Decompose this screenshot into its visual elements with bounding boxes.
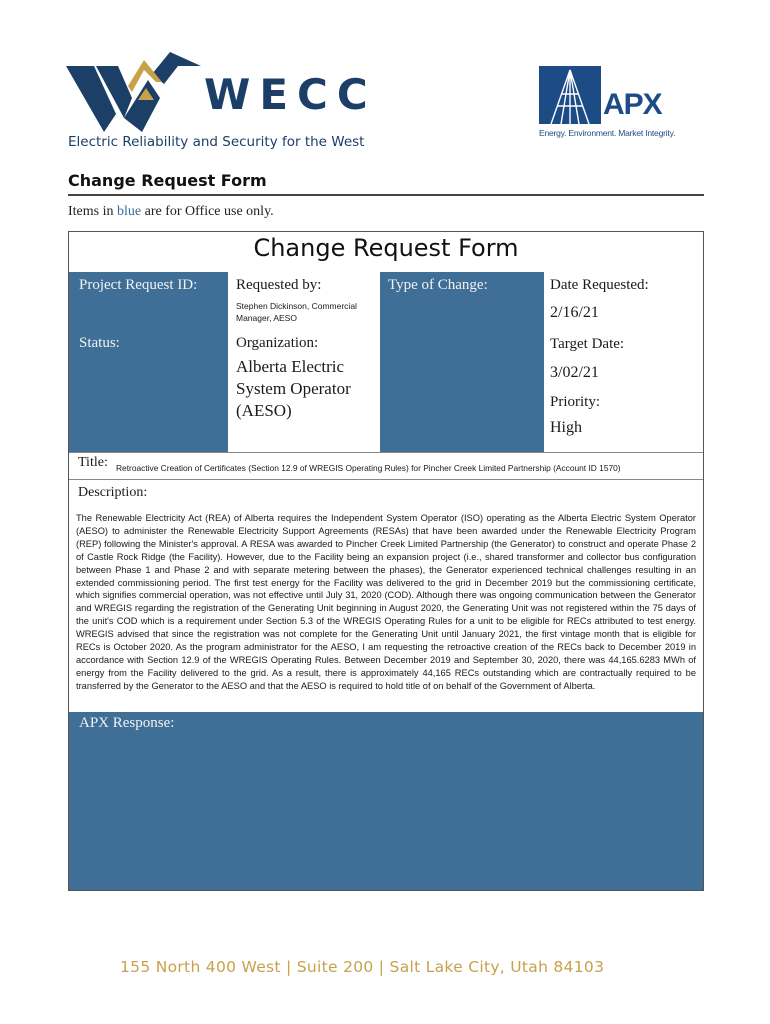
status-label: Status: [79, 335, 120, 351]
type-of-change-label: Type of Change: [388, 277, 488, 293]
organization-value[interactable]: Alberta Electric System Operator (AESO) [236, 357, 351, 420]
organization-label: Organization: [236, 335, 319, 351]
note-prefix: Items in [68, 204, 117, 219]
title-row [69, 452, 703, 480]
form-title: Change Request Form [69, 232, 703, 272]
apx-wordmark: APX [603, 88, 662, 121]
apx-tagline: Energy. Environment. Market Integrity. [539, 128, 676, 138]
requester-cell [228, 272, 380, 452]
heading-divider [68, 194, 704, 196]
dates-cell [544, 272, 703, 452]
wecc-tagline: Electric Reliability and Security for the West [68, 134, 365, 150]
change-request-form [68, 231, 704, 891]
office-use-note [68, 204, 274, 220]
wecc-wordmark: WECC [204, 70, 377, 119]
wecc-logo [66, 52, 377, 152]
apx-response-label: APX Response: [79, 715, 175, 731]
target-date-label: Target Date: [550, 336, 625, 352]
apx-logo [537, 66, 687, 144]
title-label: Title: [78, 455, 108, 470]
apx-response-cell[interactable] [69, 712, 703, 890]
page-heading: Change Request Form [68, 171, 267, 190]
description-cell [69, 480, 703, 712]
requested-by-value[interactable]: Stephen Dickinson, Commercial Manager, AESO [236, 301, 357, 323]
requested-by-label: Requested by: [236, 277, 322, 293]
priority-label: Priority: [550, 394, 601, 410]
footer-address: 155 North 400 West | Suite 200 | Salt Lake City, Utah 84103 [120, 958, 605, 976]
project-info-cell [69, 272, 228, 452]
wecc-mountain-w-icon [66, 52, 201, 132]
title-value[interactable]: Retroactive Creation of Certificates (Section 12.9 of WREGIS Operating Rules) for Pincher Creek Limited Partnership (Account ID 1570) [116, 463, 621, 473]
description-label: Description: [78, 485, 148, 500]
target-date-value[interactable]: 3/02/21 [550, 364, 599, 381]
description-value[interactable]: The Renewable Electricity Act (REA) of Alberta requires the Independent System Operator (ISO) operating as the Alberta Electric System Operator (AESO) to administer the Renewable Electricity Support Agreements (RESAs) that have been awarded under the Renewable Electricity Program (REP) following the Minister's approval. A RESA was awarded to Pincher Creek Limited Partnership (the Generator) to construct and operate Phase 2 of Castle Rock Ridge (the Facility). However, due to the Facility being an expansion project (i.e., shared transformer and collector bus configuration between Phase 1 and Phase 2 and with separate metering between the phases), the Generator experienced technical challenges resulting in an extended commissioning period. The first test energy for the Facility was delivered to the grid in December 2019 but the commissioning certificate, which signifies commercial operation, was not effective until July 31, 2020 (COD). Although there was ongoing communication between the Generator and WREGIS regarding the registration of the Generating Unit beginning in August 2020, the Generating Unit was not registered within the 75 days of the unit's COD which is a requirement under Section 5.3 of the WREGIS Operating Rules for a unit to be eligible for RECs attributed to test energy. WREGIS advised that since the registration was not complete for the Generating Unit until January 2021, the first vintage month that is eligible for RECs is October 2020. As the program administrator for the AESO, I am requesting the retroactive creation of the RECs back to December 2019 in accordance with Section 12.9 of the WREGIS Operating Rules. Between December 2019 and September 30, 2020, there was 44,165.6283 MWh of energy from the Facility delivered to the grid. As a result, there is approximately 44,165 RECs outstanding which are contractually required to be transferred by the Generator to the AESO and that the AESO is required to hold title of on behalf of the Government of Alberta. [76, 513, 696, 691]
date-requested-value[interactable]: 2/16/21 [550, 304, 599, 321]
note-blue-word: blue [117, 204, 142, 219]
priority-value[interactable]: High [550, 419, 582, 436]
type-of-change-cell [380, 272, 544, 452]
date-requested-label: Date Requested: [550, 277, 649, 293]
apx-pylon-icon [539, 66, 603, 126]
project-request-id-label: Project Request ID: [79, 277, 198, 293]
note-suffix: are for Office use only. [141, 204, 274, 219]
